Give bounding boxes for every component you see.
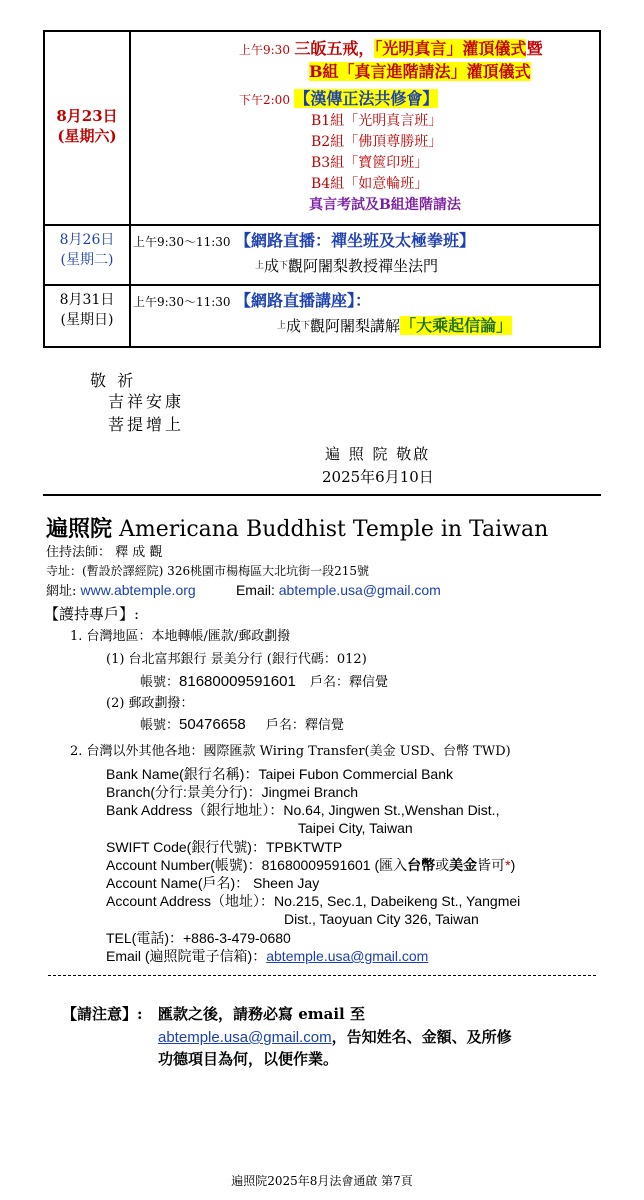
account-number: 81680009591601 — [179, 673, 296, 690]
event-line — [131, 38, 599, 61]
email-link[interactable]: abtemple.usa@gmail.com — [266, 948, 429, 964]
closing-line: 敬 祈 — [90, 371, 137, 390]
name-part: 觀阿闍梨講解 — [310, 317, 401, 335]
divider — [43, 494, 601, 496]
name-part: 成 — [264, 257, 280, 275]
contact-line — [46, 581, 441, 601]
bank-address: Bank Address（銀行地址）：No.64, Jingwen St.,Wenshan Dist., — [106, 802, 500, 818]
email-label: Email: — [235, 582, 279, 598]
event-title: 暨 — [526, 39, 543, 58]
time: 上午9:30 — [239, 43, 290, 57]
group-item: B4組「如意輪班」 — [311, 176, 429, 192]
account-label: 帳號： — [140, 675, 180, 690]
account-number-line — [106, 856, 515, 874]
date: 8月31日 — [59, 292, 115, 308]
bank1: (1) 台北富邦銀行 景美分行 (銀行代碼：012) — [106, 652, 367, 667]
intl-account-number: Account Number(帳號)：81680009591601 — [106, 857, 371, 873]
email-link[interactable]: abtemple.usa@gmail.com — [278, 582, 441, 598]
event-title: 三皈五戒， — [294, 39, 375, 58]
sign-date: 2025年6月10日 — [322, 468, 434, 486]
bank1-account — [140, 673, 388, 692]
event-title: 【網路直播講座】： — [234, 291, 371, 310]
page-footer: 遍照院2025年8月法會通啟 第7頁 — [231, 1174, 413, 1188]
website-label: 網址: — [46, 584, 81, 599]
account-number: 50476658 — [179, 716, 246, 733]
event-line — [131, 88, 599, 111]
donation-heading: 【護持專戶】: — [44, 605, 140, 623]
notice-line2 — [158, 1026, 512, 1047]
account-name: 戶名：釋信覺 — [309, 675, 388, 690]
event-cell — [130, 31, 600, 225]
notice-label: 【請注意】: — [62, 1005, 143, 1023]
event-title: 【網路直播：禪坐班及太極拳班】 — [234, 231, 475, 250]
date-cell — [44, 31, 130, 225]
notice-email-link[interactable]: abtemple.usa@gmail.com — [158, 1029, 332, 1046]
weekday: (星期六) — [57, 127, 117, 145]
temple-address: 寺址：(暫設於譯經院) 326桃園市楊梅區大北坑街一段215號 — [46, 564, 369, 578]
intl-heading: 2. 台灣以外其他各地：國際匯款 Wiring Transfer(美金 USD、台幣 TWD) — [70, 744, 511, 759]
bank-name: Bank Name(銀行名稱)：Taipei Fubon Commercial Bank — [106, 766, 453, 782]
swift-code: SWIFT Code(銀行代號)：TPBKTWTP — [106, 839, 343, 855]
lecture-title-highlight: 「大乘起信論」 — [400, 316, 513, 335]
temple-title — [46, 512, 548, 543]
abbot: 住持法師： 釋 成 觀 — [46, 545, 163, 560]
name-part: 觀阿闍梨教授禪坐法門 — [288, 257, 439, 275]
account-name-line: Account Name(戶名)： Sheen Jay — [106, 875, 320, 891]
note-part: (匯入 — [370, 857, 408, 873]
schedule-row-aug26 — [44, 225, 600, 285]
note-part: 或 — [435, 857, 450, 873]
email-label: Email (遍照院電子信箱)： — [106, 948, 267, 964]
email-line — [106, 947, 428, 965]
date: 8月23日 — [56, 107, 118, 125]
time: 上午9:30～11:30 — [133, 295, 231, 309]
closing-line: 菩提增上 — [108, 415, 185, 434]
event-cell — [130, 225, 600, 285]
post-account — [140, 716, 344, 735]
date: 8月26日 — [59, 232, 115, 248]
date-cell — [44, 285, 130, 347]
temple-name-cn: 遍照院 — [46, 516, 113, 542]
bank-address-cont: Taipei City, Taiwan — [298, 820, 413, 836]
weekday: (星期二) — [60, 252, 114, 268]
honorific-mark: 下 — [301, 321, 311, 331]
event-note: 真言考試及B組進階請法 — [309, 197, 461, 213]
schedule-row-aug23 — [44, 31, 600, 225]
time: 上午9:30～11:30 — [133, 235, 231, 249]
event-subtitle — [133, 313, 599, 339]
schedule-row-aug31 — [44, 285, 600, 347]
name-part: 成 — [286, 317, 302, 335]
weekday: (星期日) — [60, 312, 114, 328]
event-subtitle — [133, 253, 599, 279]
group-item: B1組「光明真言班」 — [311, 113, 443, 129]
honorific-mark: 上 — [255, 261, 265, 271]
note-part: 皆可 — [477, 857, 506, 873]
note-part: 美金 — [449, 857, 478, 873]
note-part: ) — [510, 857, 516, 873]
temple-name-en: Americana Buddhist Temple in Taiwan — [112, 517, 549, 542]
date-cell — [44, 225, 130, 285]
note-part: 台幣 — [407, 857, 436, 873]
post-heading: (2) 郵政劃撥： — [106, 696, 194, 711]
group-item: B2組「佛頂尊勝班」 — [311, 134, 443, 150]
tel: TEL(電話)：+886-3-479-0680 — [106, 930, 291, 946]
event-line — [133, 230, 599, 253]
bank-branch: Branch(分行:景美分行)：Jingmei Branch — [106, 784, 359, 800]
notice-text: 匯款之後，請務必寫 email 至 — [158, 1005, 365, 1023]
schedule-table — [43, 30, 601, 348]
event-title-highlight: 【漢傳正法共修會】 — [294, 89, 439, 108]
event-line — [133, 290, 599, 313]
event-title-highlight: 「光明真言」灌頂儀式 — [374, 39, 527, 58]
group-list — [131, 111, 599, 195]
event-cell — [130, 285, 600, 347]
tw-heading: 1. 台灣地區：本地轉帳/匯款/郵政劃撥 — [70, 629, 291, 644]
honorific-mark: 下 — [279, 261, 289, 271]
event-title-highlight: B組「真言進階請法」灌頂儀式 — [309, 62, 531, 81]
website-link[interactable]: www.abtemple.org — [80, 582, 196, 598]
notice-text: ，告知姓名、金額、及所修 — [331, 1028, 512, 1046]
account-address: Account Address（地址）：No.215, Sec.1, Dabeikeng St., Yangmei — [106, 893, 521, 909]
account-label: 帳號： — [140, 718, 180, 733]
time: 下午2:00 — [239, 93, 290, 107]
dashed-divider — [48, 975, 596, 976]
event-line — [131, 61, 599, 84]
closing-line: 吉祥安康 — [108, 392, 185, 411]
signer: 遍 照 院 敬啟 — [325, 445, 431, 463]
note-part: * — [505, 857, 511, 873]
honorific-mark: 上 — [277, 321, 287, 331]
notice-text: 功德項目為何，以便作業。 — [158, 1050, 339, 1068]
group-item: B3組「寶篋印班」 — [311, 155, 429, 171]
account-name: 戶名：釋信覺 — [265, 718, 344, 733]
account-address-cont: Dist., Taoyuan City 326, Taiwan — [284, 911, 479, 927]
